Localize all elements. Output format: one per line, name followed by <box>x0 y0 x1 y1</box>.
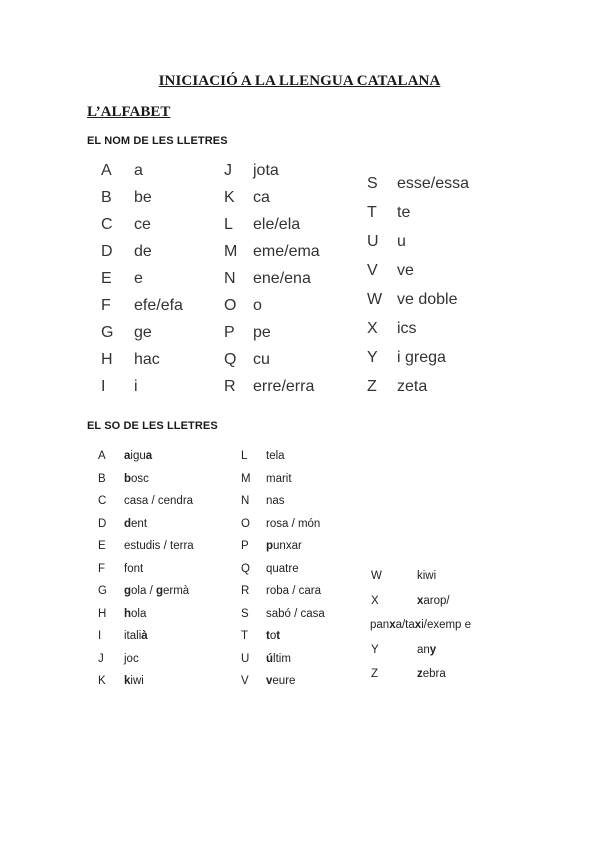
sound-letter: O <box>241 517 250 530</box>
example-word <box>124 675 144 687</box>
letter: A <box>101 162 112 179</box>
letter-name: pe <box>253 324 271 341</box>
letter-name: ce <box>134 216 151 233</box>
word-part: arop/ <box>423 594 450 607</box>
letter-name: ics <box>397 320 417 337</box>
sound-letter: W <box>371 570 382 582</box>
sound-letter: T <box>241 630 249 642</box>
letter-name: de <box>134 243 152 260</box>
highlighted-sound: a <box>124 450 131 462</box>
letter-name: ele/ela <box>253 216 301 233</box>
example-word <box>124 630 148 642</box>
sound-letter: S <box>241 607 249 620</box>
letter: C <box>101 216 113 233</box>
example-word <box>266 675 295 687</box>
word-part: an <box>417 643 430 656</box>
letter: L <box>224 216 233 233</box>
page-title: INICIACIÓ A LA LLENGUA CATALANA <box>158 73 441 89</box>
example-word <box>124 563 143 575</box>
highlighted-sound: d <box>124 517 132 530</box>
word-part: casa / cendra <box>124 495 194 507</box>
letter-name: i grega <box>397 349 446 366</box>
letter-name: a <box>134 162 143 179</box>
sound-letter: H <box>98 607 107 620</box>
word-part: quatre <box>266 562 299 575</box>
example-word <box>124 450 152 462</box>
word-part: font <box>124 562 144 575</box>
highlighted-sound: k <box>124 675 131 687</box>
word-part: joc <box>124 652 139 665</box>
letter: J <box>224 162 232 179</box>
sound-letter: E <box>98 540 106 552</box>
letter-name: ca <box>253 189 270 206</box>
sound-letter: R <box>241 585 250 597</box>
example-word <box>370 619 471 631</box>
sound-letter: X <box>371 594 379 607</box>
word-part: nas <box>266 495 285 507</box>
example-word <box>417 570 436 582</box>
letter: B <box>101 189 112 206</box>
highlighted-sound: y <box>429 643 437 656</box>
letter-name: e <box>134 270 143 287</box>
letter: R <box>224 378 236 395</box>
word-part: rosa / món <box>266 517 321 530</box>
sound-letter: M <box>241 472 251 485</box>
word-part: ermà <box>163 585 190 597</box>
sound-letter: Y <box>371 643 379 656</box>
sound-letter: L <box>241 450 248 462</box>
sound-letter: G <box>98 585 107 597</box>
sound-letter: F <box>98 562 106 575</box>
letter-name: o <box>253 297 262 314</box>
letter: M <box>224 243 238 260</box>
example-word <box>266 540 302 552</box>
highlighted-sound: t <box>276 630 281 642</box>
word-part: ebra <box>422 668 446 680</box>
letter-name: zeta <box>397 378 428 395</box>
sound-letter: V <box>241 675 249 687</box>
letter-name: i <box>134 378 138 395</box>
example-word <box>124 518 147 530</box>
example-word <box>124 585 189 597</box>
letter-name: eme/ema <box>253 243 320 260</box>
letter-name: efe/efa <box>134 297 183 314</box>
letter: T <box>367 204 377 221</box>
letter-name: jota <box>253 162 279 179</box>
word-part: i/exemp e <box>421 619 472 631</box>
example-word <box>417 595 450 607</box>
highlighted-sound: x <box>417 594 424 607</box>
word-part: estudis / terra <box>124 540 194 552</box>
highlighted-sound: g <box>124 585 132 597</box>
letter: V <box>367 262 378 279</box>
word-part: unxar <box>273 540 302 552</box>
sound-letter: Z <box>371 668 379 680</box>
highlighted-sound: à <box>141 630 148 642</box>
letter: I <box>101 378 106 395</box>
word-part: kiwi <box>417 570 437 582</box>
example-word <box>124 608 146 620</box>
letter-name: u <box>397 233 406 250</box>
letter: Q <box>224 351 237 368</box>
example-word <box>417 644 436 656</box>
letter-name: esse/essa <box>397 175 470 192</box>
example-word <box>266 563 299 575</box>
example-word <box>266 585 321 597</box>
word-part: roba / cara <box>266 585 321 597</box>
letter-name: hac <box>134 351 160 368</box>
letter: Y <box>367 349 378 366</box>
example-word <box>124 473 149 485</box>
highlighted-sound: z <box>417 668 423 680</box>
letter: U <box>367 233 379 250</box>
letter-name: te <box>397 204 411 221</box>
letter-name: ge <box>134 324 152 341</box>
letter-name: cu <box>253 351 270 368</box>
letter-name: ene/ena <box>253 270 311 287</box>
letter: Z <box>367 378 377 395</box>
word-part: itali <box>124 630 142 642</box>
letter-name: erre/erra <box>253 378 315 395</box>
example-word <box>266 653 291 665</box>
letter-name: ve doble <box>397 291 458 308</box>
word-part: a/ta <box>395 619 415 631</box>
letter: G <box>101 324 114 341</box>
example-word <box>124 495 193 507</box>
word-part: iwi <box>130 675 144 687</box>
letter: O <box>224 297 237 314</box>
highlighted-sound: x <box>389 619 396 631</box>
word-part: sabó / casa <box>266 607 325 620</box>
sound-letter: U <box>241 652 250 665</box>
word-part: osc <box>131 472 149 485</box>
letter: W <box>367 291 383 308</box>
example-word <box>266 608 325 620</box>
word-part: ltim <box>273 652 291 665</box>
example-word <box>266 630 280 642</box>
letter-name: be <box>134 189 152 206</box>
letter: S <box>367 175 378 192</box>
example-word <box>124 653 139 665</box>
word-part: igu <box>130 450 146 462</box>
highlighted-sound: g <box>155 585 163 597</box>
letter: F <box>101 297 111 314</box>
sounds-heading: EL SO DE LES LLETRES <box>87 420 218 432</box>
sound-letter: I <box>98 630 102 642</box>
highlighted-sound: h <box>124 607 132 620</box>
letter: P <box>224 324 235 341</box>
word-part: eure <box>272 675 296 687</box>
word-part: ola / <box>131 585 156 597</box>
highlighted-sound: a <box>145 450 153 462</box>
word-part: tela <box>266 450 285 462</box>
letter: H <box>101 351 113 368</box>
sound-letter: J <box>98 652 104 665</box>
section-heading-alphabet: L’ALFABET <box>87 104 171 120</box>
example-word <box>124 540 194 552</box>
letter-name: ve <box>397 262 414 279</box>
example-word <box>266 450 285 462</box>
word-part: ola <box>131 607 147 620</box>
highlighted-sound: p <box>266 540 274 552</box>
names-heading: EL NOM DE LES LLETRES <box>87 135 228 147</box>
sound-letter: P <box>241 540 249 552</box>
letter: X <box>367 320 378 337</box>
highlighted-sound: t <box>266 630 270 642</box>
example-word <box>266 518 320 530</box>
letter: E <box>101 270 112 287</box>
highlighted-sound: ú <box>266 652 274 665</box>
sound-letter: B <box>98 472 106 485</box>
sound-letter: D <box>98 517 107 530</box>
example-word <box>417 668 446 680</box>
word-part: marit <box>266 472 292 485</box>
letter: D <box>101 243 113 260</box>
sound-letter: N <box>241 495 250 507</box>
sound-letter: C <box>98 495 107 507</box>
letter: K <box>224 189 235 206</box>
highlighted-sound: x <box>414 619 422 631</box>
word-part: ent <box>131 517 148 530</box>
letter: N <box>224 270 236 287</box>
sound-letter: A <box>98 450 106 462</box>
sound-letter: K <box>98 675 106 687</box>
example-word <box>266 495 285 507</box>
word-part: o <box>269 630 277 642</box>
highlighted-sound: b <box>124 472 132 485</box>
sound-letter: Q <box>241 562 250 575</box>
word-part: pan <box>370 619 390 631</box>
highlighted-sound: v <box>266 675 273 687</box>
example-word <box>266 473 292 485</box>
